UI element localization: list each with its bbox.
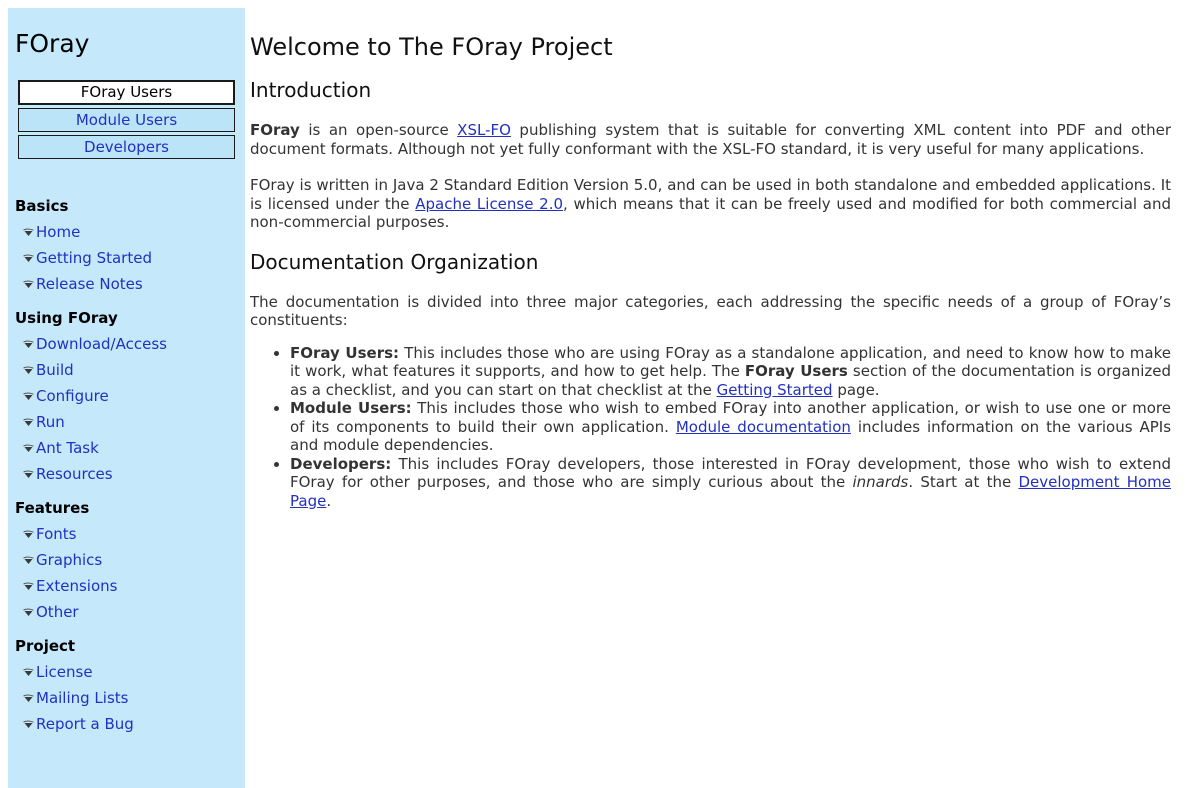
sidebar-item-label: Resources [36,465,113,483]
inline-link[interactable]: Apache License 2.0 [415,194,564,213]
nav-section-header-project: Project [15,637,76,655]
text-segment: , which means that it can be freely used and modified for both commercial and non-commercial purposes. [250,194,1171,231]
inline-link[interactable]: XSL-FO [457,121,511,139]
sidebar-item-label: License [36,663,93,681]
text-segment: section of the documentation is organized as a checklist, and you can start on that checklist at the [290,362,1172,399]
text-segment: FOray Users: [290,343,400,362]
sidebar-item-label: Mailing Lists [36,689,129,707]
sidebar-item-configure[interactable] [23,388,245,404]
sidebar-item-download-access[interactable] [23,336,245,352]
text-segment: includes information on the various APIs and module dependencies. [290,417,1172,454]
nav-section-header-features: Features [15,499,90,517]
arrow-bullet-icon [23,336,36,352]
sidebar-item-getting-started[interactable] [23,250,245,266]
sidebar-item-graphics[interactable] [23,552,245,568]
sidebar-item-label: Getting Started [36,249,152,267]
arrow-bullet-icon [23,604,36,620]
text-segment: is an open-source [299,121,458,139]
text-segment: The documentation is divided into three major categories, each addressing the specific needs of a group of FOray’s constituents: [250,292,1171,329]
list-item-developers [290,455,1171,511]
text-segment: Module Users: [290,399,412,417]
main-content [250,8,1171,510]
inline-link[interactable]: Getting Started [716,380,833,399]
sidebar-item-label: Configure [36,387,109,405]
sidebar-item-extensions[interactable] [23,578,245,594]
arrow-bullet-icon [23,578,36,594]
text-segment: FOray is written in Java 2 Standard Edition Version 5.0, and can be used in both standalone and embedded applications. It is licensed under the [250,176,1171,213]
sidebar-item-other[interactable] [23,604,245,620]
site-title: FOray [15,29,90,58]
text-segment: . [326,491,332,510]
inline-link[interactable]: Development Home Page [290,473,1171,510]
tab-module-users[interactable]: Module Users [18,108,235,132]
sidebar-item-label: Extensions [36,577,118,595]
arrow-bullet-icon [23,690,36,706]
text-segment: This includes those who are using FOray as a standalone application, and need to know how to make it work, what features it supports, and how to get help. The [290,343,1171,380]
doc-org-paragraph [250,293,1171,330]
text-segment: FOray Users [744,362,848,380]
text-segment: publishing system that is suitable for converting XML content into PDF and other document formats. Although not yet fully conformant with the XSL-FO standard, it is very useful for many applications. [250,121,1171,158]
text-segment: page. [832,380,880,399]
arrow-bullet-icon [23,526,36,542]
sidebar-item-label: Release Notes [36,275,143,293]
sidebar-item-fonts[interactable] [23,526,245,542]
page-title: Welcome to The FOray Project [250,33,613,61]
arrow-bullet-icon [23,440,36,456]
arrow-bullet-icon [23,414,36,430]
arrow-bullet-icon [23,388,36,404]
tab-developers[interactable]: Developers [18,135,235,159]
sidebar-item-mailing-lists[interactable] [23,690,245,706]
arrow-bullet-icon [23,224,36,240]
sidebar-item-label: Fonts [36,525,77,543]
list-item-module-users [290,399,1171,455]
sidebar-item-home[interactable] [23,224,245,240]
list-item-foray-users [290,344,1171,400]
sidebar-item-label: Other [36,603,79,621]
sidebar-item-label: Ant Task [36,439,99,457]
inline-link[interactable]: Module documentation [675,417,851,436]
audience-tabs [8,80,245,159]
sidebar-item-run[interactable] [23,414,245,430]
sidebar-item-label: Report a Bug [36,715,134,733]
arrow-bullet-icon [23,250,36,266]
nav-section-header-using-foray: Using FOray [15,309,118,327]
text-segment: innards [852,473,909,491]
sidebar-item-license[interactable] [23,664,245,680]
sidebar-item-build[interactable] [23,362,245,378]
intro-paragraph-1 [250,121,1171,158]
sidebar [8,8,245,788]
sidebar-item-label: Run [36,413,65,431]
sidebar-item-label: Graphics [36,551,103,569]
text-segment: This includes those who wish to embed FOray into another application, or wish to use one or more of its components to build their own application. [290,399,1171,436]
doc-org-heading: Documentation Organization [250,249,539,274]
text-segment: This includes FOray developers, those interested in FOray development, those who wish to extend FOray for other purposes, and those who are simply curious about the [290,454,1171,491]
text-segment: . Start at the [908,473,1019,491]
arrow-bullet-icon [23,362,36,378]
sidebar-item-label: Build [36,361,74,379]
sidebar-item-resources[interactable] [23,466,245,482]
intro-heading: Introduction [250,78,372,102]
audience-list [250,344,1171,511]
sidebar-item-release-notes[interactable] [23,276,245,292]
arrow-bullet-icon [23,664,36,680]
sidebar-item-label: Download/Access [36,335,167,353]
sidebar-item-report-a-bug[interactable] [23,716,245,732]
sidebar-nav [8,198,245,732]
arrow-bullet-icon [23,716,36,732]
arrow-bullet-icon [23,552,36,568]
arrow-bullet-icon [23,466,36,482]
nav-section-header-basics: Basics [15,197,69,215]
text-segment: FOray [250,121,300,139]
sidebar-item-ant-task[interactable] [23,440,245,456]
tab-foray-users[interactable]: FOray Users [18,80,235,105]
intro-paragraph-2 [250,176,1171,232]
arrow-bullet-icon [23,276,36,292]
sidebar-item-label: Home [36,223,81,241]
text-segment: Developers: [290,454,392,473]
